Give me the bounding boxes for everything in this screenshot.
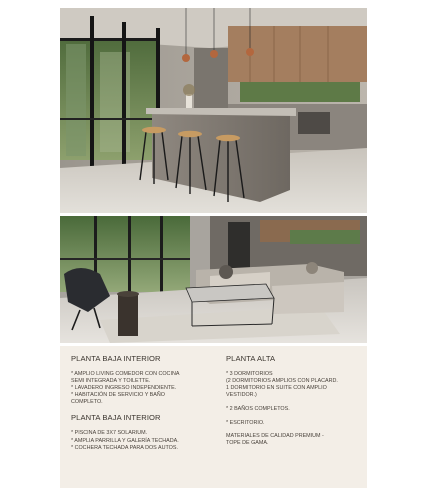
feature-line: MATERIALES DE CALIDAD PREMIUM - bbox=[226, 433, 324, 440]
feature-line: * LAVADERO INGRESO INDEPENDIENTE. bbox=[71, 385, 177, 392]
feature-line: 1 DORMITORIO EN SUITE CON AMPLIO bbox=[226, 385, 327, 392]
feature-line: SEMI INTEGRADA Y TOILETTE. bbox=[71, 378, 151, 385]
section-title-planta-baja-interior: PLANTA BAJA INTERIOR bbox=[71, 354, 161, 363]
feature-line: * 2 BAÑOS COMPLETOS. bbox=[226, 405, 290, 412]
feature-line: * 3 DORMITORIOS bbox=[226, 371, 273, 377]
feature-line: * AMPLIA PARRILLA Y GALERÍA TECHADA. bbox=[71, 437, 179, 444]
living-room-photo bbox=[60, 216, 367, 343]
feature-line: COMPLETO. bbox=[71, 399, 103, 406]
left-column bbox=[71, 354, 216, 452]
feature-line: * ESCRITORIO. bbox=[226, 419, 265, 426]
feature-line: * PISCINA DE 3X7 SOLARIUM. bbox=[71, 430, 148, 437]
feature-line: (2 DORMITORIOS AMPLIOS CON PLACARD. bbox=[226, 378, 338, 385]
section-title-planta-alta: PLANTA ALTA bbox=[226, 354, 276, 363]
info-panel bbox=[60, 346, 367, 488]
feature-line: * AMPLIO LIVING COMEDOR CON COCINA bbox=[71, 371, 180, 377]
feature-line: TOPE DE GAMA. bbox=[226, 440, 269, 447]
section-title-planta-baja-exterior: PLANTA BAJA INTERIOR bbox=[71, 413, 161, 423]
feature-line: VESTIDOR.) bbox=[226, 392, 257, 399]
feature-line: * HABITACIÓN DE SERVICIO Y BAÑO bbox=[71, 392, 165, 399]
feature-line: * COCHERA TECHADA PARA DOS AUTOS. bbox=[71, 444, 178, 451]
kitchen-photo bbox=[60, 8, 367, 213]
right-column bbox=[226, 354, 361, 448]
